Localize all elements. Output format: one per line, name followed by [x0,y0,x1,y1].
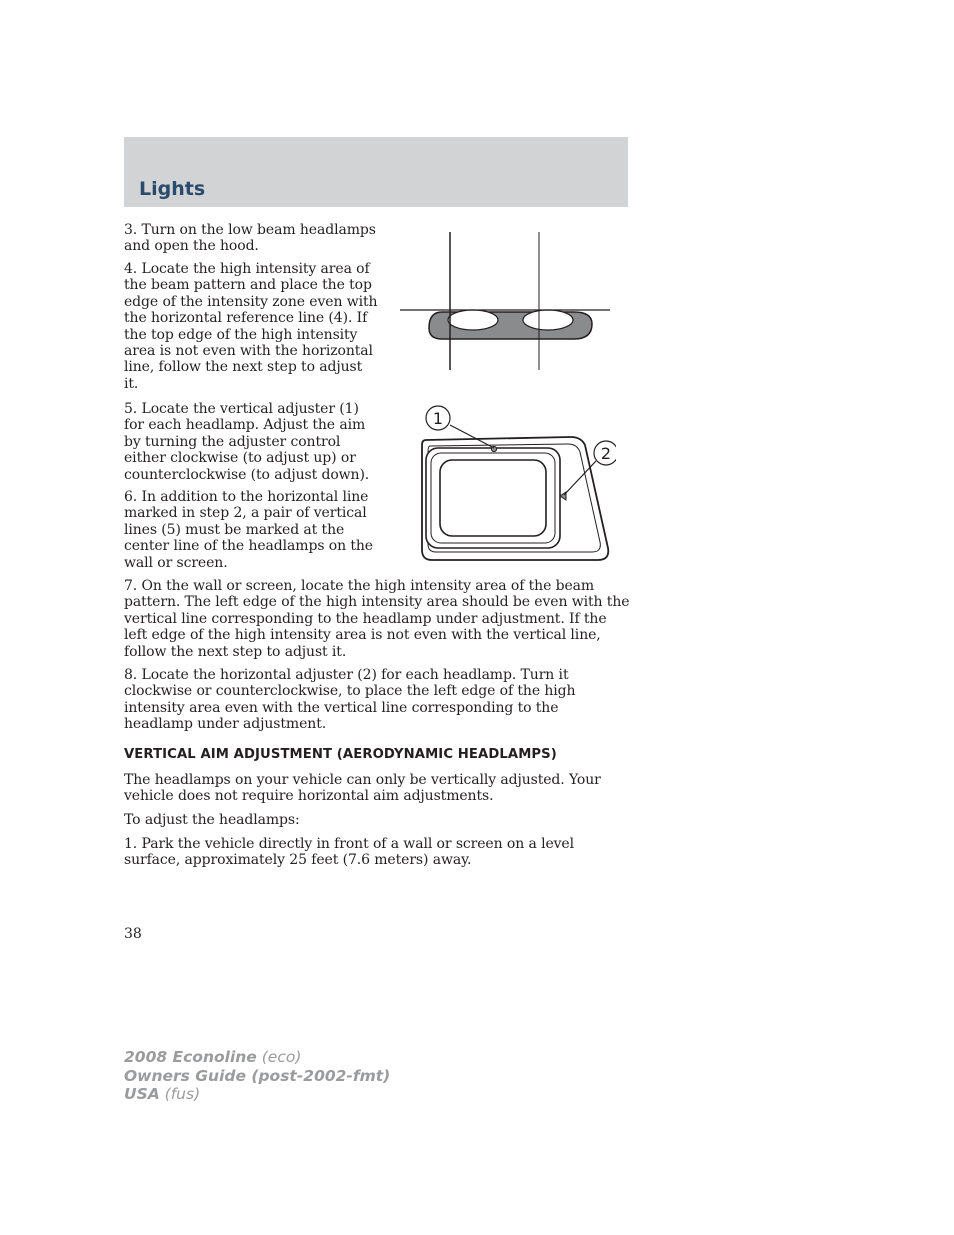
section-paragraph-3: 1. Park the vehicle directly in front of a wall or screen on a level surface, approximately 25 feet (7.6 meters) away. [124,836,574,869]
footer-line-2 [124,1067,390,1086]
footer-model-code: (eco) [256,1048,302,1066]
page-number: 38 [124,926,142,942]
footer-guide: Owners Guide (post-2002-fmt) [124,1066,391,1085]
section-title: Lights [139,178,206,200]
footer-line-1 [124,1048,390,1067]
step-8-text: 8. Locate the horizontal adjuster (2) for each headlamp. Turn it clockwise or counterclockwise, to place the left edge of the high intensity area even with the vertical line corresponding to the headlamp under adjustment. [124,667,576,733]
footer-market: USA [124,1085,160,1103]
section-paragraph-2: To adjust the headlamps: [124,812,300,828]
step-5-text: 5. Locate the vertical adjuster (1) for each headlamp. Adjust the aim by turning the adjuster control either clockwise (to adjust up) or counterclockwise (to adjust down). [124,401,370,483]
footer-line-3 [124,1085,390,1104]
step-7-text: 7. On the wall or screen, locate the high intensity area of the beam pattern. The left edge of the high intensity area should be even with the vertical line corresponding to the headlamp under adjustment. If the left edge of the high intensity area is not even with the vertical line, follow the next step to adjust it. [124,578,630,660]
right-headlamp-lens [523,310,573,330]
headlamp-adjuster-figure [416,400,616,566]
headlamp-lens [440,460,546,536]
aiming-lines-figure [396,228,616,374]
section-header [124,137,628,207]
footer-model: 2008 Econoline [124,1048,257,1066]
callout-2-label: 2 [600,444,612,463]
footer-market-code: (fus) [159,1085,201,1103]
document-footer [124,1048,390,1104]
section-heading: VERTICAL AIM ADJUSTMENT (AERODYNAMIC HEADLAMPS) [124,747,557,762]
left-headlamp-lens [448,310,498,330]
step-3-text: 3. Turn on the low beam headlamps and open the hood. [124,222,376,255]
step-6-text: 6. In addition to the horizontal line marked in step 2, a pair of vertical lines (5) must be marked at the center line of the headlamps on the wall or screen. [124,489,373,571]
step-4-text: 4. Locate the high intensity area of the beam pattern and place the top edge of the intensity zone even with the horizontal reference line (4). If the top edge of the high intensity area is not even with the horizontal line, follow the next step to adjust it. [124,261,378,392]
section-paragraph-1: The headlamps on your vehicle can only be vertically adjusted. Your vehicle does not require horizontal aim adjustments. [124,772,601,805]
callout-1-label: 1 [432,409,444,428]
